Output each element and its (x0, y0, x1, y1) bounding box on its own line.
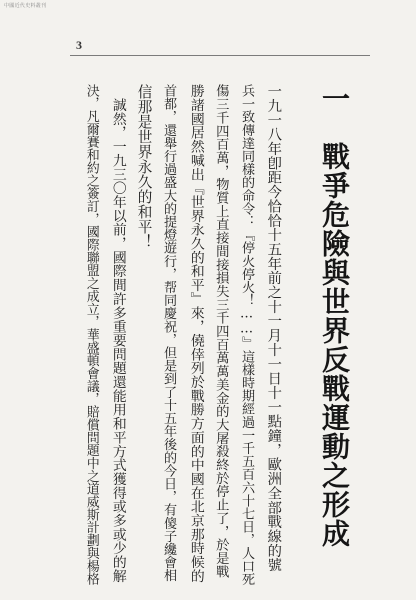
text-column-8: 決，凡爾賽和約之簽訂，國際聯盟之成立，華盛頓會議，賠償問題中之道威斯計劃與楊格 (83, 84, 99, 586)
header-rule (70, 55, 370, 56)
page-number: 3 (76, 38, 82, 52)
text-column-5: 首都，還舉行過盛大的提燈遊行，帮同慶祝，但是到了十五年後的今日，有傻子纔會相 (161, 84, 177, 582)
text-column-2: 兵一致傳達同樣的命令：『停火停火！……』這樣時期經過一千五百六十七日，人口死 (239, 84, 255, 586)
library-stamp: 中國近代史料叢刊 (4, 3, 47, 9)
text-column-1: 一九一八年卽距今恰恰十五年前之十一月十一日十一點鐘，歐洲全部戰線的號 (265, 84, 282, 572)
chapter-title: 一 戰爭危險與世界反戰運動之形成 (318, 84, 351, 548)
text-column-7: 誠然，一九三〇年以前，國際間許多重要問題還能用和平方式獲得或多或少的解 (109, 84, 126, 583)
text-column-4: 勝諸國居然喊出『世界永久的和平』來，僥倖列於戰勝方面的中國在北京那時候的 (187, 84, 204, 583)
text-column-3: 傷三千四百萬，物質上直接間接損失三千四百萬萬美金的大屠殺終於停止了，於是戰 (213, 84, 229, 578)
text-column-6: 信那是世界永久的和平！ (135, 84, 153, 249)
